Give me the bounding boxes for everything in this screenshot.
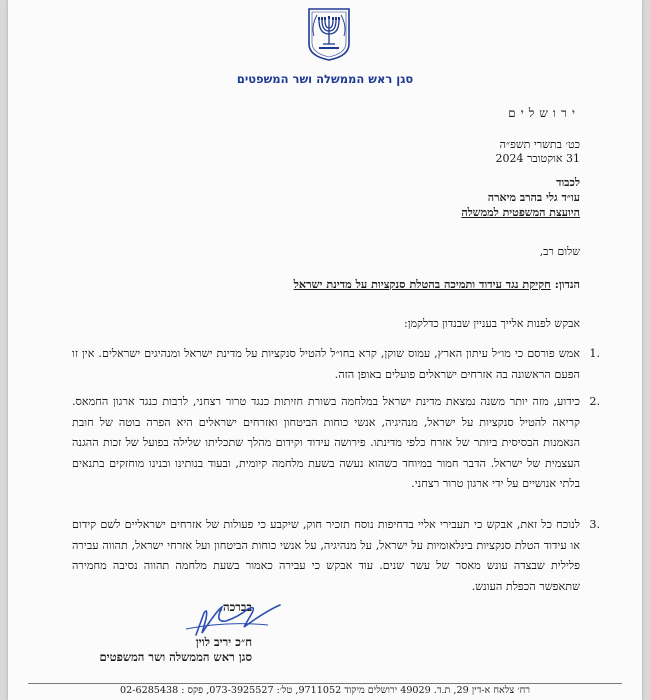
- signer-title: סגן ראש הממשלה ושר המשפטים: [99, 650, 252, 664]
- footer-divider: [28, 683, 622, 684]
- intro-paragraph: אבקש לפנות אלייך בעניין שבנדון כדלקמן:: [404, 317, 580, 330]
- recipient-name: עו״ד גלי בהרב מיארה: [487, 191, 580, 204]
- place-name: ירושלים: [508, 106, 580, 120]
- footer-contact: רח׳ צלאח א-דין 29, ת.ד. 49029 ירושלים מיקוד 9711052, טל׳: 073-3925527, פקס : 02-6285438: [120, 685, 530, 696]
- paragraph-text: לנוכח כל זאת, אבקש כי תעבירי אליי בדחיפות נוסח תזכיר חוק, שיקבע כי פעולות של אזרחים ישראליים לשם קידום או עידוד הטלת סנקציות בינלאומיות על ישראל, על מנהיגיה, על אנשי כוחות הביטחון ועל אזרחי ישראל, תהווה עבירה פלילית שבצדה עונש מאסר של עשר שנים. עוד אבקש כי עבירה כאמור בשעת מלחמה תהווה נסיבה מחמירה שתאפשר הכפלת העונש.: [72, 518, 580, 593]
- numbered-paragraph: [72, 392, 600, 495]
- recipient-title: היועצת המשפטית לממשלה: [461, 206, 580, 219]
- numbered-paragraph: [72, 344, 600, 385]
- subject-line: [294, 277, 580, 291]
- paragraph-number: .2: [589, 395, 600, 408]
- paragraph-number: .1: [589, 347, 600, 360]
- subject-label: הנדון:: [554, 277, 580, 291]
- paragraph-text: כידוע, מזה יותר משנה נמצאת מדינת ישראל במלחמה בשורת חזיתות כנגד טרור רצחני, לרבות כנגד ארגון החמאס. קריאה להטיל סנקציות על ישראל, מנהיגיה, אנשי כוחות הביטחון ואזרחים ישראלים היא הפרה בוטה של חובת הנאמנות הבסיסית ביותר של אזרח כלפי מדינתו. פירושה עידוד וקידום מהלך שתכליתו שלילה בפועל של זכות ההגנה העצמית של ישראל. הדבר חמור במיוחד כשהוא נעשה בשעת מלחמה קיומית, ובעוד בנותינו ובנינו מוחזקים בתנאים בלתי אנושיים על ידי ארגון טרור רצחני.: [72, 395, 580, 490]
- handwritten-signature: [156, 599, 286, 639]
- greeting: שלום רב,: [539, 245, 580, 258]
- signer-name: ח״כ יריב לוין: [195, 635, 252, 649]
- menorah-emblem-icon: [305, 6, 353, 61]
- hebrew-date: כט׳ בתשרי תשפ״ה: [499, 138, 580, 151]
- office-title: סגן ראש הממשלה ושר המשפטים: [236, 72, 414, 86]
- gregorian-date: 31 אוקטובר 2024: [495, 152, 580, 165]
- paragraph-number: .3: [589, 518, 600, 531]
- recipient-salutation: לכבוד: [556, 176, 580, 189]
- letter-page: [8, 0, 642, 700]
- closing-blessing: בברכה,: [219, 600, 252, 614]
- numbered-paragraph: [72, 515, 600, 597]
- paragraph-text: אמש פורסם כי מו״ל עיתון הארץ, עמוס שוקן, קרא בחו״ל להטיל סנקציות על מדינת ישראל ומנהיגים ישראלים. אין זו הפעם הראשונה בה אזרחים ישראלים פועלים באופן הזה.: [72, 347, 580, 381]
- subject-text: חקיקת נגד עידוד ותמיכה בהטלת סנקציות על מדינת ישראל: [293, 277, 551, 291]
